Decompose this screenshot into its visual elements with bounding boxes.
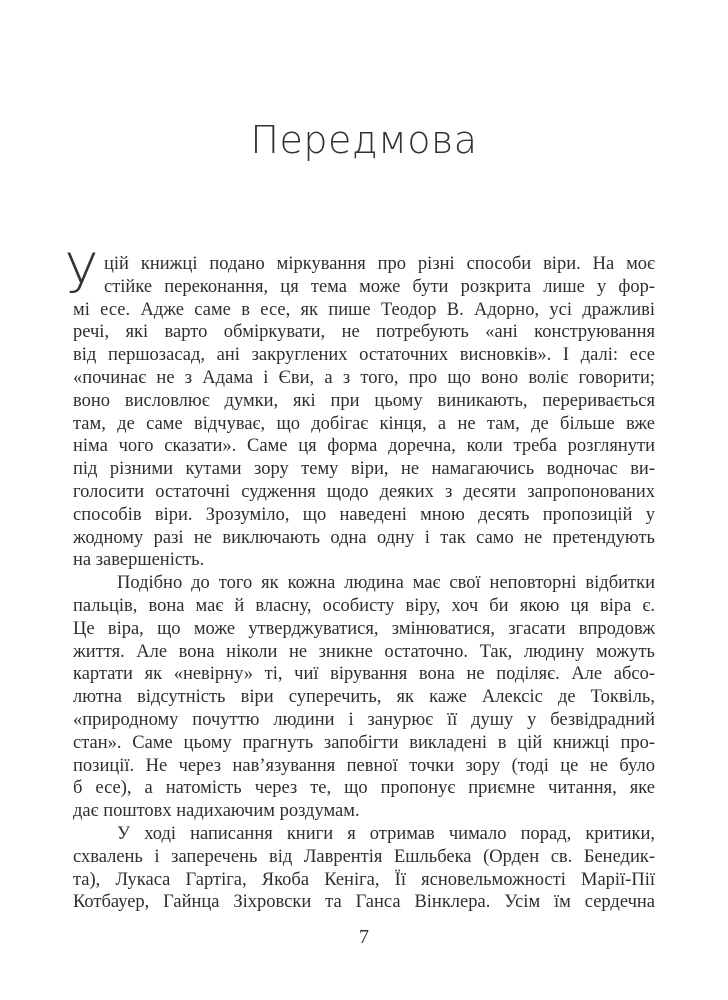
- text-line: дає поштовх надихаючим роздумам.: [73, 801, 360, 822]
- text-line: мі есе. Адже саме в есе, як пише Теодор В. Адорно, усі дражливі: [73, 299, 655, 320]
- text-line: Це віра, що може утверджуватися, змінюватися, згасати впродовж: [73, 618, 655, 639]
- text-line: там, де саме відчуває, що добігає кінця, а не там, де більше вже: [73, 413, 655, 434]
- text-line: У ході написання книги я отримав чимало порад, критики,: [117, 823, 655, 844]
- text-line: пальців, вона має й власну, особисту віру, хоч би якою ця віра є.: [73, 595, 655, 616]
- text-line: речі, які варто обміркувати, не потребують «ані конструювання: [73, 322, 655, 343]
- paragraphs: [73, 253, 655, 914]
- text-line: «починає не з Адама і Єви, а з того, про що воно воліє говорити;: [73, 367, 655, 388]
- text-line: голосити остаточні судження щодо деяких з десяти запропонованих: [73, 481, 655, 502]
- text-line: життя. Але вона ніколи не зникне остаточно. Так, людину можуть: [73, 641, 655, 662]
- text-line: лютна відсутність віри суперечить, як каже Алексіс де Токвіль,: [73, 687, 655, 708]
- text-line: цій книжці подано міркування про різні способи віри. На моє: [104, 254, 655, 274]
- text-line: позиції. Не через нав’язування певної точки зору (тоді це не було: [73, 755, 655, 776]
- text-line: стійке переконання, ця тема може бути розкрита лише у фор-: [104, 276, 655, 297]
- text-line: б есе), а натомість через те, що пропонує приємне читання, яке: [73, 778, 655, 799]
- page-number: 7: [359, 926, 369, 948]
- text-line: під різними кутами зору тему віри, не намагаючись водночас ви-: [73, 459, 655, 480]
- paragraph: [73, 253, 655, 572]
- body-text: [65, 242, 655, 914]
- text-line: стан». Саме цьому прагнуть запобігти викладені в цій книжці про-: [73, 732, 655, 753]
- text-line: та), Лукаса Гартіга, Якоба Кеніга, Її ясновельможності Марії-Пії: [73, 869, 655, 890]
- paragraph: [73, 823, 655, 914]
- text-line: жодному разі не виключають одна одну і так само не претендують: [73, 527, 655, 548]
- text-line: картати як «невірну» ті, чиї вірування вона не поділяє. Але абсо-: [73, 664, 655, 685]
- text-line: воно висловлює думки, які при цьому виникають, переривається: [73, 390, 655, 411]
- text-line: Подібно до того як кожна людина має свої неповторні відбитки: [117, 573, 655, 594]
- text-line: Котбауер, Гайнца Зіхровски та Ганса Вінклера. Усім їм сердечна: [73, 892, 655, 913]
- page-title: Передмова: [250, 118, 478, 162]
- text-line: на завершеність.: [73, 550, 205, 571]
- paragraph: [73, 572, 655, 823]
- text-line: способів віри. Зрозуміло, що наведені мною десять пропозицій у: [73, 504, 655, 525]
- drop-cap: У: [65, 242, 98, 305]
- text-line: від першозасад, ані закруглених остаточних висновків». І далі: есе: [73, 345, 655, 366]
- text-line: «природному почуттю людини і занурює її душу у безвідрадний: [73, 709, 655, 730]
- text-line: німа чого сказати». Саме ця форма доречна, коли треба розглянути: [73, 436, 655, 457]
- text-line: схвалень і заперечень від Лаврентія Ешльбека (Орден св. Бенедик-: [73, 846, 655, 867]
